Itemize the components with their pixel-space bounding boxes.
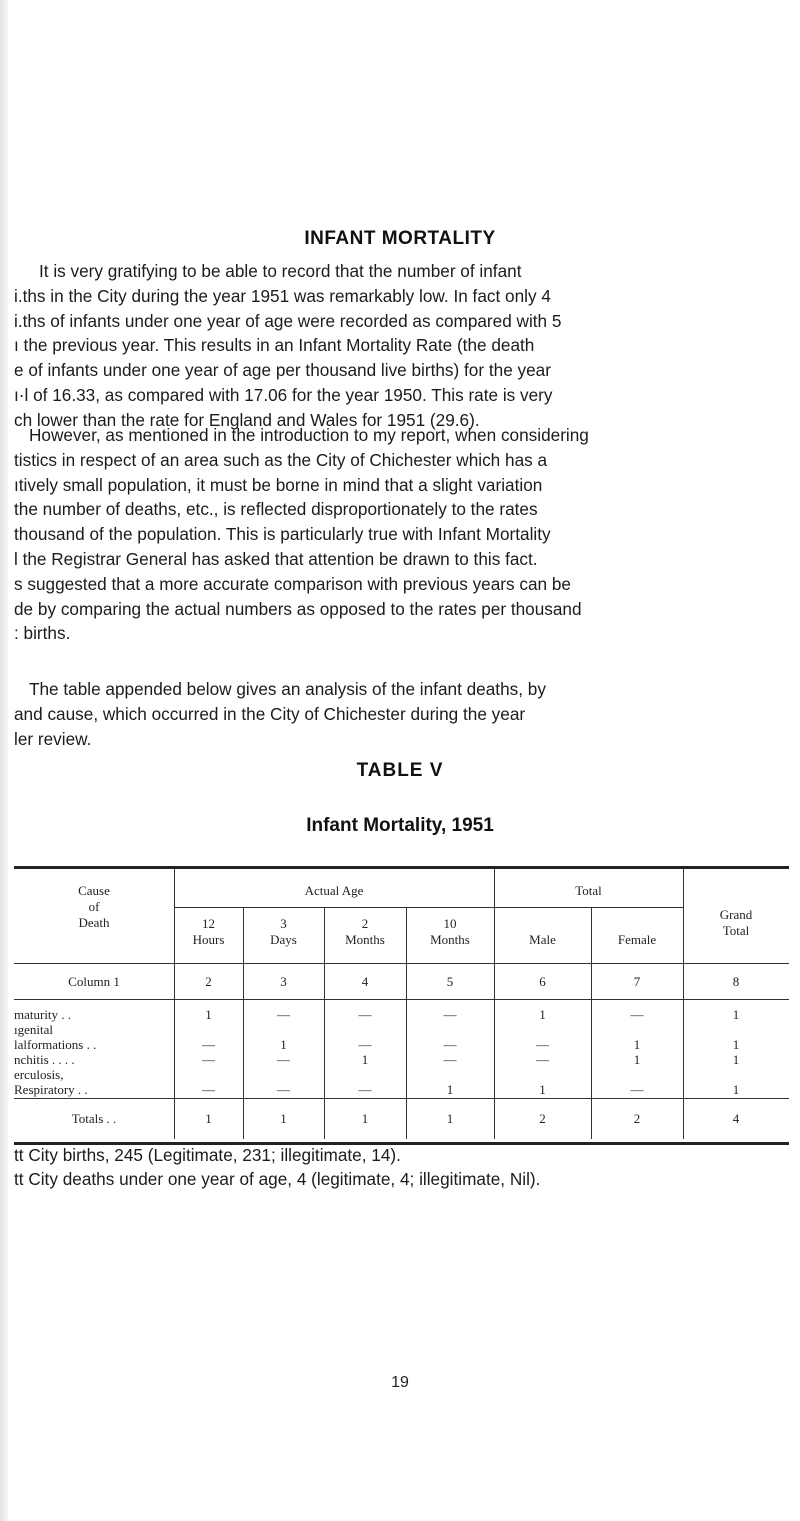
table-cell: — xyxy=(536,1037,549,1052)
table-cell: 1 xyxy=(446,1082,454,1097)
table-cell: — xyxy=(443,1052,457,1067)
row-cause: maturity . . xyxy=(14,1007,72,1022)
table-cell: 1 xyxy=(539,1082,546,1097)
header-grand-total: Grand Total xyxy=(719,907,753,938)
text-line: the number of deaths, etc., is reflected disproportionately to the rates xyxy=(14,499,538,520)
text-line: thousand of the population. This is particularly true with Infant Mortality xyxy=(14,524,551,545)
table-cell: 1 xyxy=(361,1052,369,1067)
header-12-hours: 12 Hours xyxy=(192,916,225,947)
text-line: e of infants under one year of age per thousand live births) for the year xyxy=(14,360,551,381)
table-cell: — xyxy=(277,1052,290,1067)
infant-mortality-table xyxy=(14,866,789,1145)
totals-cell: 1 xyxy=(446,1111,454,1126)
table-cell: 1 xyxy=(732,1007,740,1022)
text-line: de by comparing the actual numbers as opposed to the rates per thousand xyxy=(14,598,582,619)
column-number: 3 xyxy=(280,974,287,989)
totals-cell: 1 xyxy=(280,1111,287,1126)
header-2-months: 2 Months xyxy=(345,916,385,947)
text-line: The table appended below gives an analysis of the infant deaths, by xyxy=(29,679,546,699)
table-cell: 1 xyxy=(539,1007,546,1022)
text-line: : births. xyxy=(14,623,71,644)
totals-cell: 4 xyxy=(732,1111,740,1126)
footnote-births: tt City births, 245 (Legitimate, 231; illegitimate, 14). xyxy=(14,1145,401,1165)
totals-cell: 2 xyxy=(539,1111,546,1126)
text-line: s suggested that a more accurate comparison with previous years can be xyxy=(14,573,571,594)
table-cell: 1 xyxy=(732,1037,740,1052)
header-cause: Cause of Death xyxy=(78,883,110,930)
table-cell: — xyxy=(443,1037,457,1052)
row-cause: lalformations . . xyxy=(14,1037,97,1052)
text-line: i.ths of infants under one year of age were recorded as compared with 5 xyxy=(14,310,562,331)
table-cell: — xyxy=(630,1082,644,1097)
header-female: Female xyxy=(617,932,657,947)
text-line: ler review. xyxy=(14,728,92,749)
text-line: i.ths in the City during the year 1951 was remarkably low. In fact only 4 xyxy=(14,285,551,306)
header-total: Total xyxy=(575,883,602,898)
table-cell: — xyxy=(277,1082,290,1097)
column-number: 4 xyxy=(361,974,369,989)
header-3-days: 3 Days xyxy=(270,916,297,947)
table-cell: — xyxy=(443,1007,457,1022)
table-cell: — xyxy=(277,1007,290,1022)
table-cell: 1 xyxy=(280,1037,287,1052)
row-cause: nchitis . . . . xyxy=(14,1052,75,1067)
section-title: INFANT MORTALITY xyxy=(304,228,496,249)
paragraph-table-intro xyxy=(14,677,790,751)
paragraph-statistics-caveat xyxy=(14,423,790,646)
text-line: l the Registrar General has asked that attention be drawn to this fact. xyxy=(14,548,538,569)
column-number: 2 xyxy=(205,974,212,989)
table-cell: — xyxy=(202,1037,215,1052)
table-cell: — xyxy=(202,1082,215,1097)
table-cell: 1 xyxy=(633,1037,641,1052)
table-cell: 1 xyxy=(633,1052,641,1067)
totals-cell: 2 xyxy=(633,1111,641,1126)
page-number: 19 xyxy=(391,1374,409,1391)
paragraph-infant-deaths xyxy=(14,259,790,433)
text-line: ı the previous year. This results in an Infant Mortality Rate (the death xyxy=(14,335,535,356)
column-number: Column 1 xyxy=(68,974,120,989)
table-cell: — xyxy=(358,1007,372,1022)
header-male: Male xyxy=(529,932,556,947)
header-10-months: 10 Months xyxy=(430,916,470,947)
column-number: 7 xyxy=(633,974,641,989)
header-actual-age: Actual Age xyxy=(304,883,364,898)
totals-cell: 1 xyxy=(361,1111,369,1126)
table-label: TABLE V xyxy=(356,760,444,781)
row-cause: erculosis, xyxy=(14,1067,64,1082)
table-cell: — xyxy=(536,1052,549,1067)
totals-label: Totals . . xyxy=(71,1111,117,1126)
table-cell: 1 xyxy=(205,1007,212,1022)
table-cell: — xyxy=(358,1037,372,1052)
table-cell: — xyxy=(630,1007,644,1022)
table-cell: 1 xyxy=(732,1052,740,1067)
column-number: 5 xyxy=(446,974,454,989)
row-cause: ıgenital xyxy=(14,1022,53,1037)
table-caption: Infant Mortality, 1951 xyxy=(306,815,494,836)
text-line: ıtively small population, it must be borne in mind that a slight variation xyxy=(14,474,543,495)
footnote-deaths: tt City deaths under one year of age, 4 (legitimate, 4; illegitimate, Nil). xyxy=(14,1169,541,1189)
totals-cell: 1 xyxy=(205,1111,212,1126)
table-cell: — xyxy=(358,1082,372,1097)
text-line: and cause, which occurred in the City of Chichester during the year xyxy=(14,703,526,724)
text-line: ı·l of 16.33, as compared with 17.06 for the year 1950. This rate is very xyxy=(14,384,553,405)
text-line: ch lower than the rate for England and Wales for 1951 (29.6). xyxy=(14,409,480,430)
text-line: However, as mentioned in the introduction to my report, when considering xyxy=(29,425,589,445)
column-number: 8 xyxy=(732,974,740,989)
table-cell: 1 xyxy=(732,1082,740,1097)
text-line: tistics in respect of an area such as the City of Chichester which has a xyxy=(14,449,548,470)
text-line: It is very gratifying to be able to record that the number of infant xyxy=(39,261,522,281)
table-cell: — xyxy=(202,1052,215,1067)
column-number: 6 xyxy=(539,974,546,989)
row-cause: Respiratory . . xyxy=(14,1082,88,1097)
